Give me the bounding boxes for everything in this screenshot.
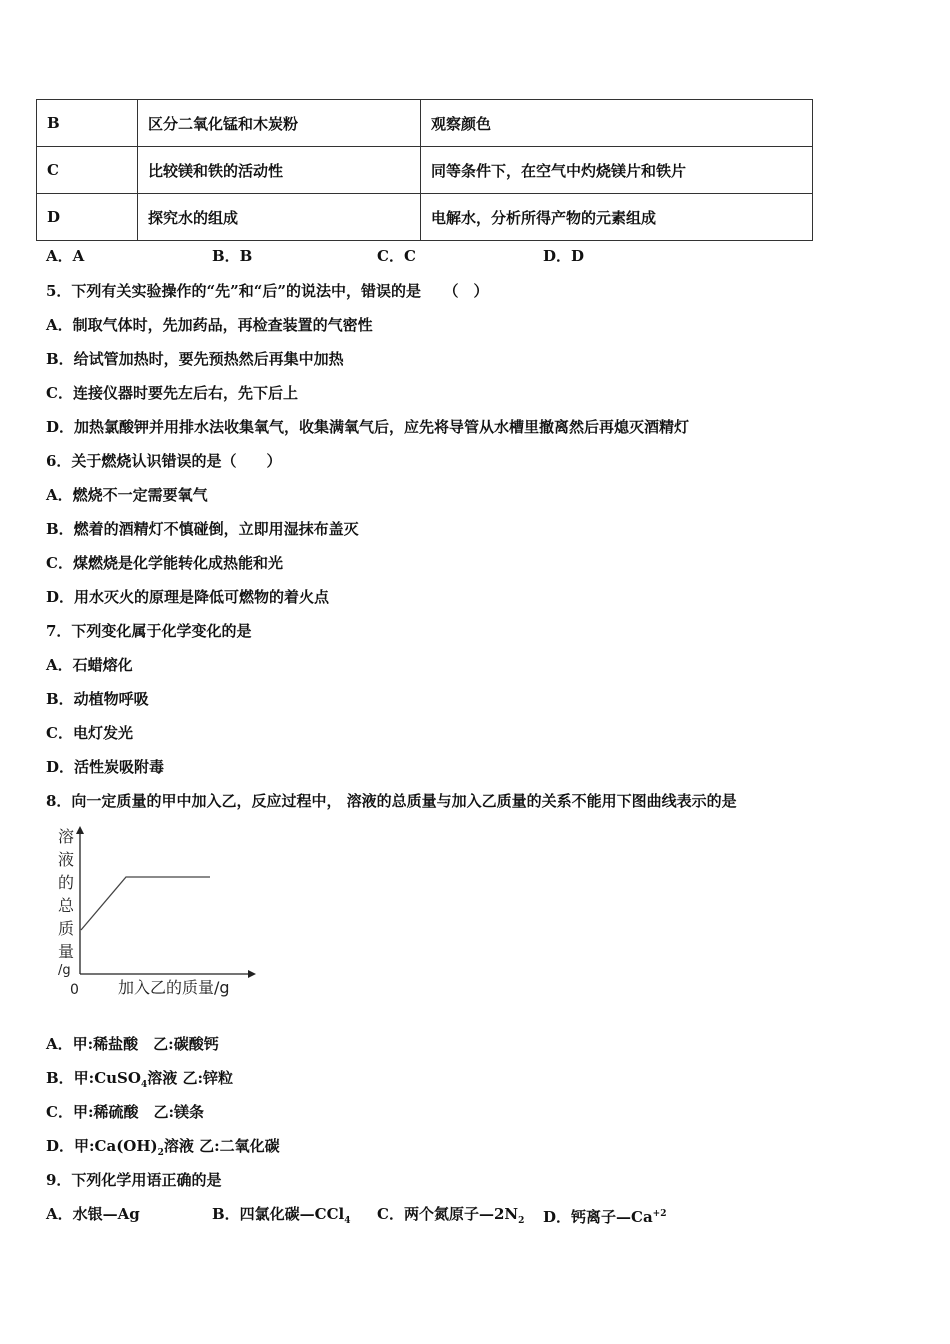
table-row <box>37 100 813 147</box>
q9-option-c: C．两个氮原子$—2N_2$ <box>377 1205 525 1226</box>
q5-option-a: A．制取气体时，先加药品，再检查装置的气密性 <box>46 316 373 334</box>
q9-option-b: B．四氯化碳—CCl$_4$ <box>212 1205 351 1226</box>
table-cell-key: C <box>37 147 138 194</box>
x-axis-label: 加入乙的质量/g <box>118 978 230 997</box>
q4-option-d: D．D <box>543 247 585 265</box>
y-label-char: 总 <box>58 896 75 915</box>
q8-option-b: B．甲:CuSO$_4$溶液 乙:锌粒 <box>46 1069 233 1090</box>
q7-option-b: B．动植物呼吸 <box>46 690 149 708</box>
q5-option-b: B．给试管加热时，要先预热然后再集中加热 <box>46 350 344 368</box>
q8-stem: 8．向一定质量的甲中加入乙，反应过程中， 溶液的总质量与加入乙质量的关系不能用下图曲线表示的是 <box>46 792 737 810</box>
y-label-char: 量 <box>58 942 75 961</box>
q9-option-d: D．钙离子$—Ca^{+2}$ <box>543 1208 667 1226</box>
y-label-unit: /g <box>58 963 71 978</box>
table-cell-key: B <box>37 100 138 147</box>
y-axis-arrow <box>76 826 84 834</box>
q8-option-c: C．甲:稀硫酸 乙:镁条 <box>46 1103 205 1121</box>
q4-option-b: B．B <box>212 247 253 265</box>
table-cell-method: 同等条件下，在空气中灼烧镁片和铁片 <box>421 147 813 194</box>
table-cell-item: 区分二氧化锰和木炭粉 <box>138 100 421 147</box>
q7-option-c: C．电灯发光 <box>46 724 133 742</box>
q4-option-c: C．C <box>377 247 416 265</box>
table-row <box>37 147 813 194</box>
y-label-char: 溶 <box>58 827 75 846</box>
q5-option-d: D．加热氯酸钾并用排水法收集氧气，收集满氧气后，应先将导管从水槽里撤离然后再熄灭酒精灯 <box>46 418 690 436</box>
table-cell-method: 观察颜色 <box>421 100 813 147</box>
y-label-char: 的 <box>58 873 75 892</box>
experiment-table <box>36 99 813 241</box>
mass-curve <box>81 877 210 930</box>
q6-stem: 6．关于燃烧认识错误的是（ ） <box>46 452 282 470</box>
origin-label: 0 <box>70 982 79 998</box>
solution-mass-graph <box>48 822 268 1002</box>
q8-option-a: A．甲:稀盐酸 乙:碳酸钙 <box>46 1035 219 1053</box>
q9-option-a: A．水银—Ag <box>46 1205 140 1223</box>
q6-option-b: B．燃着的酒精灯不慎碰倒，立即用湿抹布盖灭 <box>46 520 359 538</box>
q5-stem: 5．下列有关实验操作的“先”和“后”的说法中，错误的是 （ ） <box>46 282 489 300</box>
q7-stem: 7．下列变化属于化学变化的是 <box>46 622 252 640</box>
table-cell-item: 比较镁和铁的活动性 <box>138 147 421 194</box>
q9-stem: 9．下列化学用语正确的是 <box>46 1171 222 1189</box>
table-row <box>37 194 813 241</box>
q7-option-a: A．石蜡熔化 <box>46 656 133 674</box>
y-label-char: 液 <box>58 850 75 869</box>
q6-option-d: D．用水灭火的原理是降低可燃物的着火点 <box>46 588 330 606</box>
q6-option-a: A．燃烧不一定需要氧气 <box>46 486 208 504</box>
x-axis-arrow <box>248 970 256 978</box>
table-cell-item: 探究水的组成 <box>138 194 421 241</box>
q7-option-d: D．活性炭吸附毒 <box>46 758 165 776</box>
table-cell-key: D <box>37 194 138 241</box>
q5-option-c: C．连接仪器时要先左后右，先下后上 <box>46 384 298 402</box>
q4-option-a: A．A <box>46 247 85 265</box>
q8-option-d: D．甲$:Ca(OH)_2$溶液 乙:二氧化碳 <box>46 1137 280 1158</box>
q6-option-c: C．煤燃烧是化学能转化成热能和光 <box>46 554 283 572</box>
y-label-char: 质 <box>58 919 75 938</box>
table-cell-method: 电解水，分析所得产物的元素组成 <box>421 194 813 241</box>
